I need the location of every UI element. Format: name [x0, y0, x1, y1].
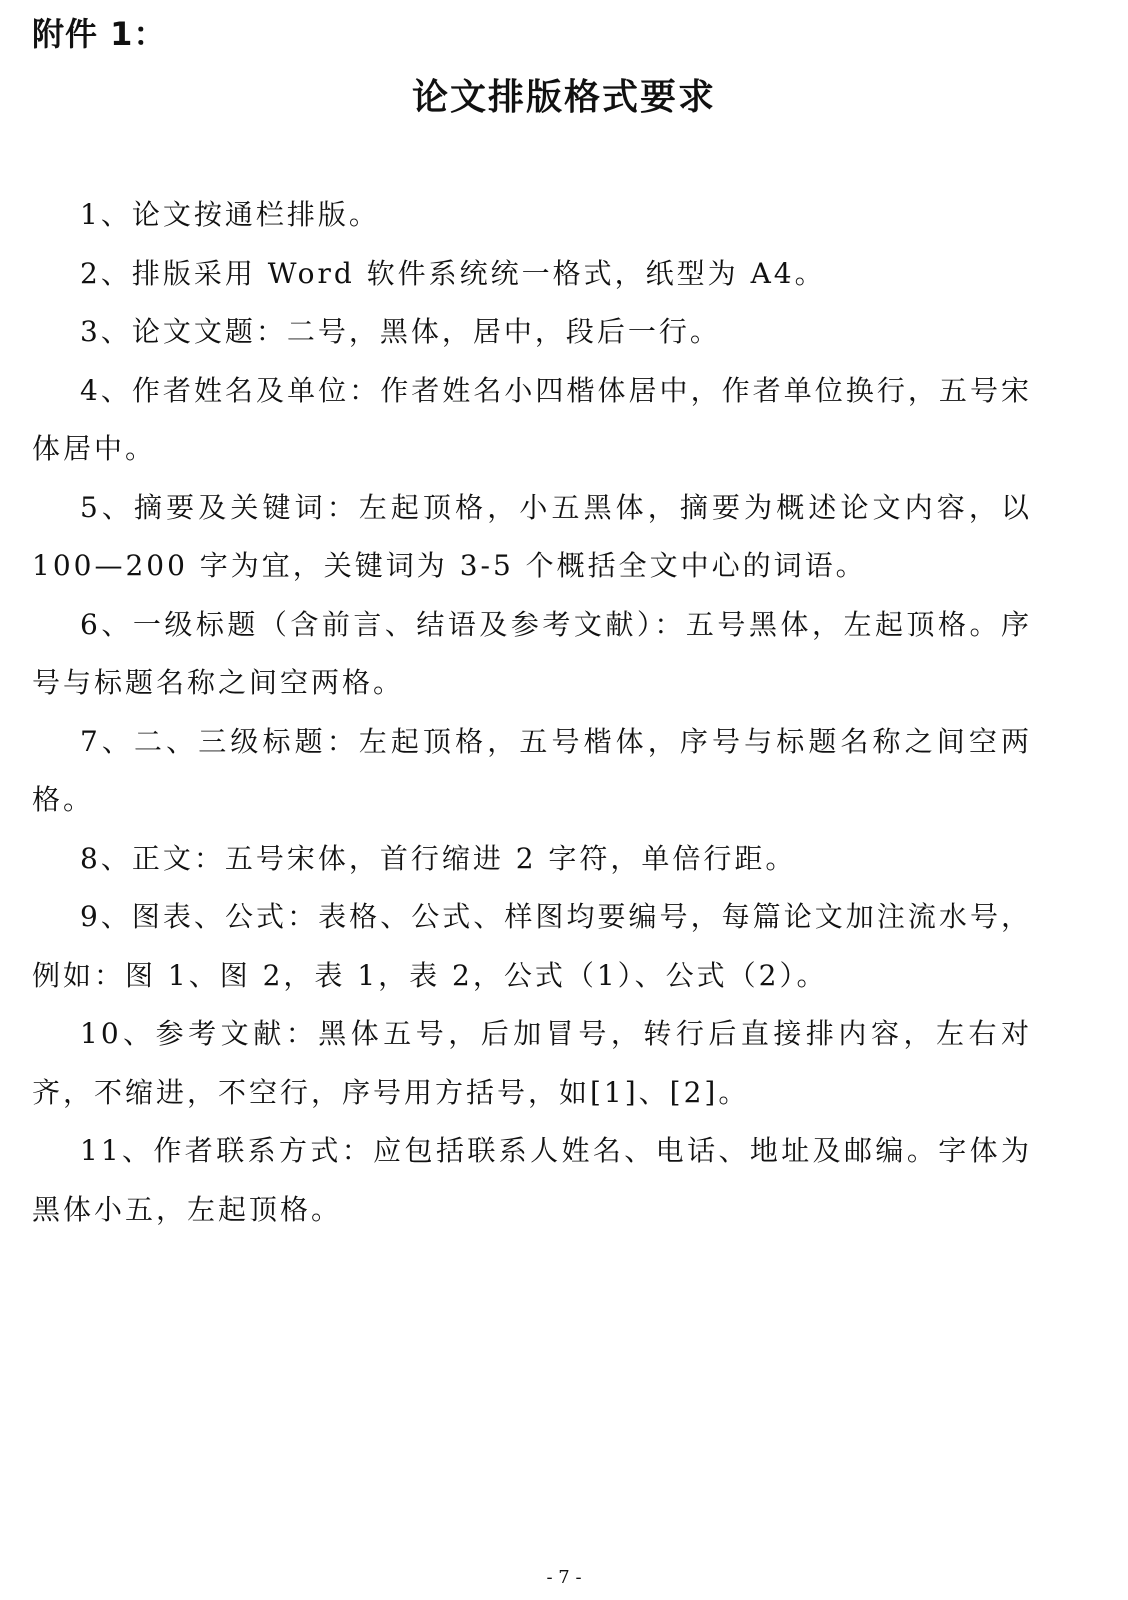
paragraph-8: 8、正文：五号宋体，首行缩进 2 字符，单倍行距。	[80, 841, 797, 875]
paragraph-5: 5、摘要及关键词：左起顶格，小五黑体，摘要为概述论文内容，以 100—200 字为宜，关键词为 3-5 个概括全文中心的词语。	[32, 490, 1032, 582]
attachment-label: 附件 1：	[32, 15, 167, 53]
paragraph-2: 2、排版采用 Word 软件系统统一格式，纸型为 A4。	[80, 256, 826, 290]
paragraph-9: 9、图表、公式：表格、公式、样图均要编号，每篇论文加注流水号，例如：图 1、图 2，表 1，表 2，公式（1）、公式（2）。	[32, 900, 1032, 992]
paragraph-3: 3、论文文题：二号，黑体，居中，段后一行。	[80, 315, 721, 348]
page-number: - 7 -	[546, 1567, 582, 1588]
paragraph-10: 10、参考文献：黑体五号，后加冒号，转行后直接排内容，左右对齐，不缩进，不空行，序号用方括号，如[1]、[2]。	[32, 1017, 1032, 1109]
paragraph-11: 11、作者联系方式：应包括联系人姓名、电话、地址及邮编。字体为黑体小五，左起顶格。	[32, 1134, 1032, 1226]
document-title: 论文排版格式要求	[411, 77, 716, 118]
paragraph-7: 7、二、三级标题：左起顶格，五号楷体，序号与标题名称之间空两格。	[32, 724, 1032, 816]
paragraph-6: 6、一级标题（含前言、结语及参考文献）：五号黑体，左起顶格。序号与标题名称之间空两格。	[32, 607, 1032, 699]
document-body	[32, 186, 1032, 1239]
paragraph-4: 4、作者姓名及单位：作者姓名小四楷体居中，作者单位换行，五号宋体居中。	[32, 373, 1032, 465]
paragraph-1: 1、论文按通栏排版。	[80, 198, 380, 231]
